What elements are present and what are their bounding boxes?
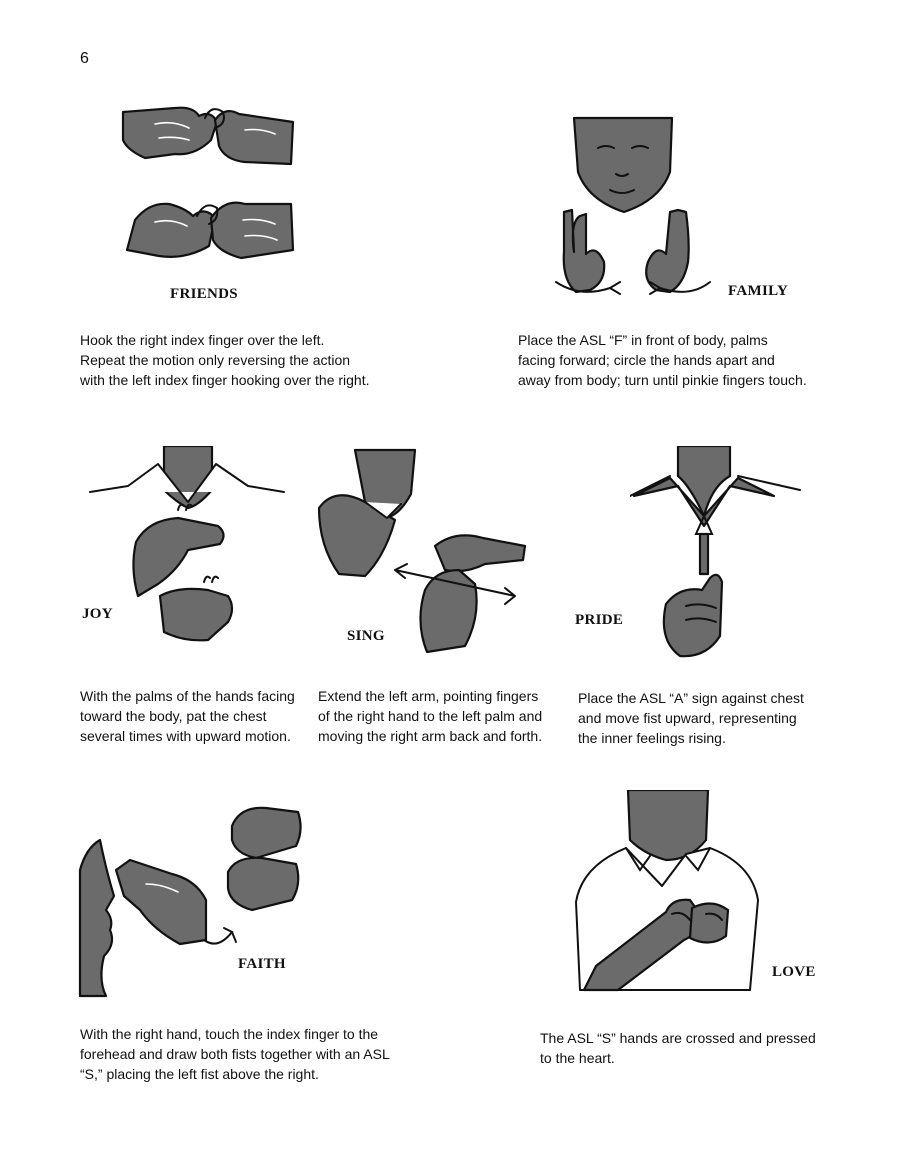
- sign-label-faith: FAITH: [238, 956, 286, 972]
- sign-description-pride: Place the ASL “A” sign against chest and move fist upward, representing the inner feelings rising.: [578, 690, 804, 746]
- sign-description-sing: Extend the left arm, pointing fingers of the right hand to the left palm and moving the right arm back and forth.: [318, 688, 543, 744]
- friends-illustration: [115, 100, 305, 280]
- sign-label-family: FAMILY: [728, 283, 789, 299]
- sign-label-sing: SING: [347, 628, 385, 644]
- sign-description-love: The ASL “S” hands are crossed and pressed to the heart.: [540, 1030, 816, 1066]
- sign-description-faith: With the right hand, touch the index finger to the forehead and draw both fists together with an ASL “S,” placing the left fist above the right.: [80, 1026, 390, 1082]
- sing-illustration: [315, 446, 535, 656]
- sign-description-joy: With the palms of the hands facing toward the body, pat the chest several times with upward motion.: [80, 688, 295, 744]
- joy-illustration: [88, 446, 288, 656]
- sign-label-joy: JOY: [82, 606, 113, 622]
- sign-description-family: Place the ASL “F” in front of body, palms facing forward; circle the hands apart and away from body; turn until pinkie fingers touch.: [518, 332, 807, 388]
- sign-label-love: LOVE: [772, 964, 816, 980]
- family-illustration: [550, 112, 720, 307]
- sign-description-friends: Hook the right index finger over the left. Repeat the motion only reversing the action with the left index finger hooking over the right.: [80, 332, 370, 388]
- love-illustration: [566, 790, 766, 1000]
- sign-label-friends: FRIENDS: [170, 286, 238, 302]
- sign-label-pride: PRIDE: [575, 612, 624, 628]
- pride-illustration: [630, 446, 810, 666]
- page-number: 6: [80, 50, 89, 67]
